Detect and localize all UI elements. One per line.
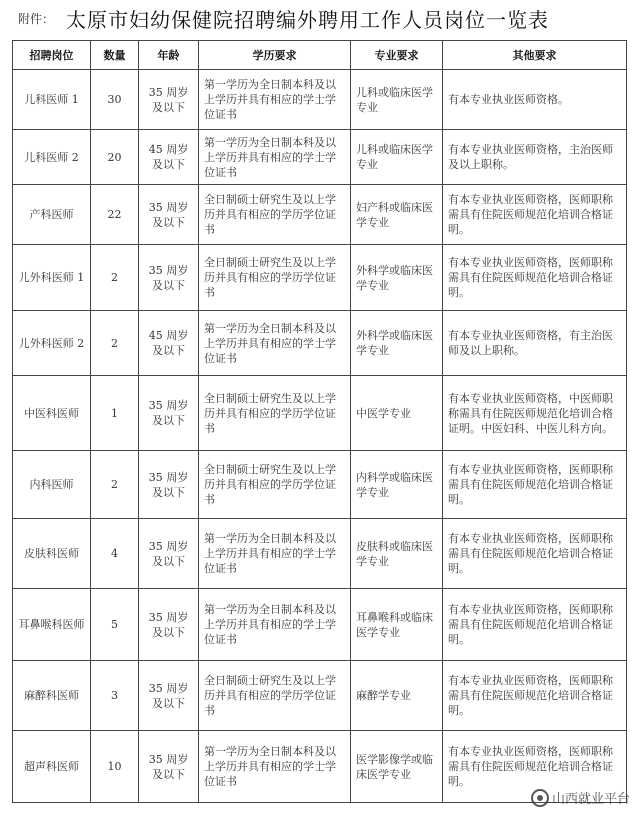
account-circle-icon <box>531 789 549 807</box>
table-row <box>13 311 627 376</box>
cell-count: 20 <box>91 130 139 185</box>
cell-age: 35 周岁及以下 <box>139 451 199 519</box>
cell-other: 有本专业执业医师资格，医师职称需具有住院医师规范化培训合格证明。 <box>443 245 627 311</box>
cell-age: 35 周岁及以下 <box>139 589 199 661</box>
cell-position: 儿科医师 1 <box>13 70 91 130</box>
cell-age: 35 周岁及以下 <box>139 245 199 311</box>
cell-education: 第一学历为全日制本科及以上学历并具有相应的学士学位证书 <box>199 311 351 376</box>
positions-table <box>12 40 627 803</box>
cell-count: 22 <box>91 185 139 245</box>
cell-other: 有本专业执业医师资格，中医师职称需具有住院医师规范化培训合格证明。中医妇科、中医儿科方向。 <box>443 376 627 451</box>
cell-major: 医学影像学或临床医学专业 <box>351 731 443 803</box>
cell-education: 全日制硕士研究生及以上学历并具有相应的学历学位证书 <box>199 376 351 451</box>
cell-education: 全日制硕士研究生及以上学历并具有相应的学历学位证书 <box>199 451 351 519</box>
cell-count: 5 <box>91 589 139 661</box>
column-header-education: 学历要求 <box>199 41 351 70</box>
cell-major: 麻醉学专业 <box>351 661 443 731</box>
cell-count: 2 <box>91 451 139 519</box>
cell-position: 儿科医师 2 <box>13 130 91 185</box>
column-header-age: 年龄 <box>139 41 199 70</box>
cell-major: 妇产科或临床医学专业 <box>351 185 443 245</box>
cell-position: 中医科医师 <box>13 376 91 451</box>
cell-other: 有本专业执业医师资格，主治医师及以上职称。 <box>443 130 627 185</box>
table-row <box>13 661 627 731</box>
cell-other: 有本专业执业医师资格，医师职称需具有住院医师规范化培训合格证明。 <box>443 589 627 661</box>
cell-major: 内科学或临床医学专业 <box>351 451 443 519</box>
table-row <box>13 451 627 519</box>
table-row <box>13 589 627 661</box>
cell-position: 超声科医师 <box>13 731 91 803</box>
cell-education: 全日制硕士研究生及以上学历并具有相应的学历学位证书 <box>199 245 351 311</box>
cell-other: 有本专业执业医师资格。 <box>443 70 627 130</box>
cell-other: 有本专业执业医师资格，医师职称需具有住院医师规范化培训合格证明。 <box>443 661 627 731</box>
cell-count: 1 <box>91 376 139 451</box>
table-row <box>13 185 627 245</box>
column-header-other: 其他要求 <box>443 41 627 70</box>
column-header-major: 专业要求 <box>351 41 443 70</box>
cell-major: 耳鼻喉科或临床医学专业 <box>351 589 443 661</box>
watermark <box>531 788 630 807</box>
cell-major: 皮肤科或临床医学专业 <box>351 519 443 589</box>
document-title: 太原市妇幼保健院招聘编外聘用工作人员岗位一览表 <box>66 8 549 32</box>
cell-count: 2 <box>91 245 139 311</box>
cell-other: 有本专业执业医师资格，医师职称需具有住院医师规范化培训合格证明。 <box>443 519 627 589</box>
cell-position: 儿外科医师 2 <box>13 311 91 376</box>
table-row <box>13 130 627 185</box>
cell-position: 麻醉科医师 <box>13 661 91 731</box>
table-row <box>13 519 627 589</box>
cell-age: 35 周岁及以下 <box>139 185 199 245</box>
cell-age: 45 周岁及以下 <box>139 130 199 185</box>
cell-age: 35 周岁及以下 <box>139 661 199 731</box>
cell-position: 耳鼻喉科医师 <box>13 589 91 661</box>
cell-education: 第一学历为全日制本科及以上学历并具有相应的学士学位证书 <box>199 130 351 185</box>
cell-position: 产科医师 <box>13 185 91 245</box>
cell-count: 30 <box>91 70 139 130</box>
cell-age: 45 周岁及以下 <box>139 311 199 376</box>
cell-position: 皮肤科医师 <box>13 519 91 589</box>
cell-major: 中医学专业 <box>351 376 443 451</box>
cell-count: 4 <box>91 519 139 589</box>
cell-age: 35 周岁及以下 <box>139 731 199 803</box>
cell-other: 有本专业执业医师资格，医师职称需具有住院医师规范化培训合格证明。 <box>443 451 627 519</box>
table-row <box>13 70 627 130</box>
cell-age: 35 周岁及以下 <box>139 70 199 130</box>
cell-count: 2 <box>91 311 139 376</box>
attachment-label: 附件： <box>18 12 55 26</box>
table-row <box>13 376 627 451</box>
cell-education: 全日制硕士研究生及以上学历并具有相应的学历学位证书 <box>199 185 351 245</box>
cell-other: 有本专业执业医师资格，医师职称需具有住院医师规范化培训合格证明。 <box>443 731 627 803</box>
cell-other: 有本专业执业医师资格，有主治医师及以上职称。 <box>443 311 627 376</box>
table-header-row <box>13 41 627 70</box>
cell-other: 有本专业执业医师资格，医师职称需具有住院医师规范化培训合格证明。 <box>443 185 627 245</box>
table-row <box>13 245 627 311</box>
cell-education: 第一学历为全日制本科及以上学历并具有相应的学士学位证书 <box>199 589 351 661</box>
cell-major: 儿科或临床医学专业 <box>351 130 443 185</box>
cell-major: 外科学或临床医学专业 <box>351 245 443 311</box>
cell-education: 第一学历为全日制本科及以上学历并具有相应的学士学位证书 <box>199 519 351 589</box>
cell-count: 10 <box>91 731 139 803</box>
cell-age: 35 周岁及以下 <box>139 376 199 451</box>
document-header <box>0 0 640 34</box>
cell-major: 外科学或临床医学专业 <box>351 311 443 376</box>
cell-education: 全日制硕士研究生及以上学历并具有相应的学历学位证书 <box>199 661 351 731</box>
cell-education: 第一学历为全日制本科及以上学历并具有相应的学士学位证书 <box>199 70 351 130</box>
column-header-count: 数量 <box>91 41 139 70</box>
cell-position: 内科医师 <box>13 451 91 519</box>
column-header-position: 招聘岗位 <box>13 41 91 70</box>
cell-count: 3 <box>91 661 139 731</box>
watermark-text: 山西就业平台 <box>551 792 630 807</box>
cell-major: 儿科或临床医学专业 <box>351 70 443 130</box>
cell-age: 35 周岁及以下 <box>139 519 199 589</box>
cell-education: 第一学历为全日制本科及以上学历并具有相应的学士学位证书 <box>199 731 351 803</box>
cell-position: 儿外科医师 1 <box>13 245 91 311</box>
